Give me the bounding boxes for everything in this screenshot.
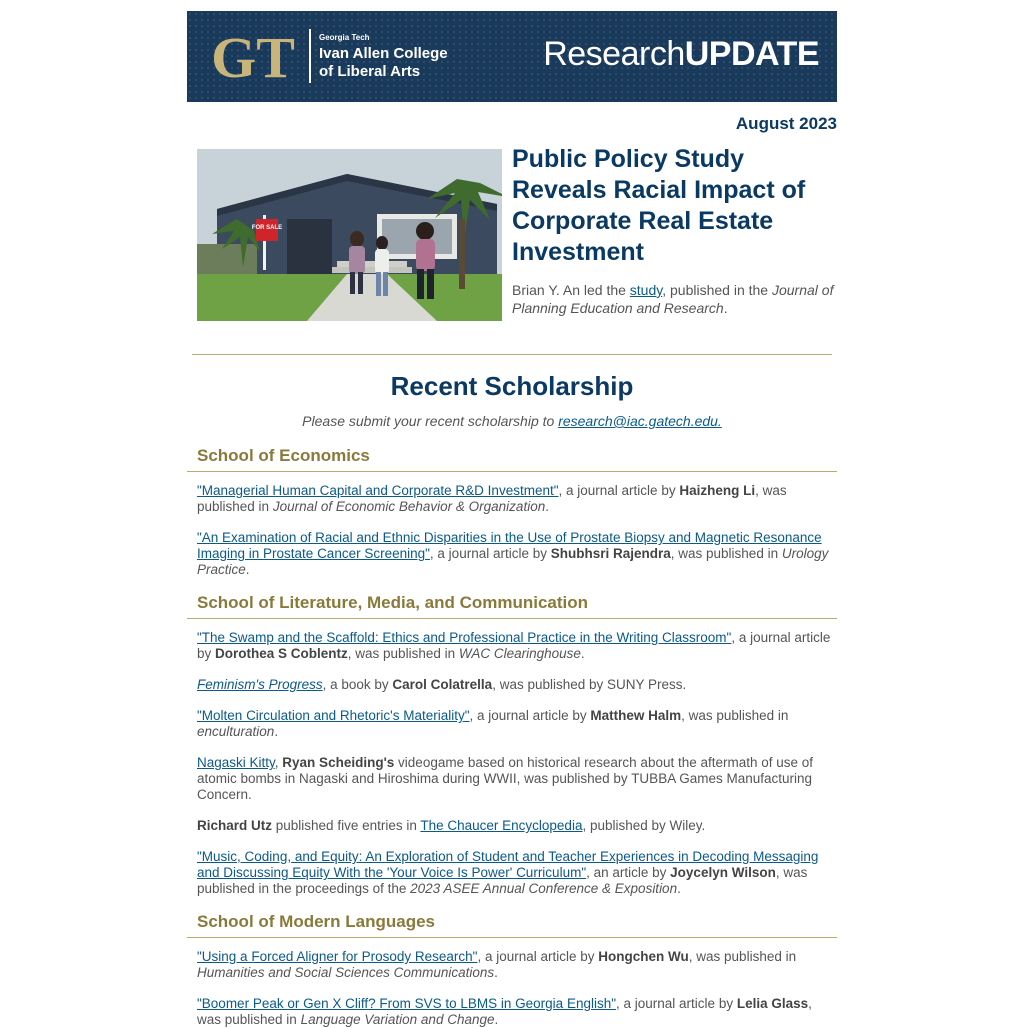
feature-photo[interactable] <box>197 149 502 321</box>
game-link[interactable]: Nagaski Kitty <box>197 755 275 770</box>
author-name: Matthew Halm <box>590 708 682 723</box>
svg-text:FOR SALE: FOR SALE <box>251 225 283 231</box>
recent-scholarship-title: Recent Scholarship <box>390 371 634 401</box>
newsletter <box>187 11 837 1028</box>
article-link[interactable]: "Music, Coding, and Equity: An Exploration of Student and Teacher Experiences in Decoding Messaging and Discussing Equity With the 'Your Voice Is Power' Curriculum" <box>197 849 819 880</box>
issue-date: August 2023 <box>735 114 837 133</box>
article-link[interactable]: "Managerial Human Capital and Corporate R&D Investment" <box>197 483 559 498</box>
venue-name: enculturation <box>197 724 275 739</box>
section-lmc-heading: School of Literature, Media, and Communication <box>187 591 837 619</box>
author-name: Shubhsri Rajendra <box>550 546 671 561</box>
newsletter-title: ResearchUPDATE <box>543 35 819 73</box>
venue-name: 2023 ASEE Annual Conference & Exposition <box>410 881 678 896</box>
header-banner <box>187 11 837 102</box>
venue-name: Language Variation and Change <box>300 1012 495 1027</box>
list-item: "Boomer Peak or Gen X Cliff? From SVS to LBMS in Georgia English", a journal article by Lelia Glass, was published in Language Variation and Change. <box>197 996 812 1027</box>
institution-name: Georgia Tech <box>319 33 370 42</box>
article-link[interactable]: "Boomer Peak or Gen X Cliff? From SVS to LBMS in Georgia English" <box>197 996 617 1011</box>
logo-divider <box>309 29 311 83</box>
author-name: Richard Utz <box>197 818 273 833</box>
venue-name: Humanities and Social Sciences Communications <box>197 965 495 980</box>
article-link[interactable]: "Using a Forced Aligner for Prosody Research" <box>197 949 478 964</box>
feature-description: Brian Y. An led the study, published in the Journal of Planning Education and Research. <box>512 282 834 316</box>
gt-logo <box>207 29 299 85</box>
list-item: Richard Utz published five entries in The Chaucer Encyclopedia, published by Wiley. <box>197 818 706 833</box>
article-link[interactable]: "Molten Circulation and Rhetoric's Materiality" <box>197 708 470 723</box>
submit-instructions: Please submit your recent scholarship to research@iac.gatech.edu. <box>302 413 722 429</box>
venue-name: Journal of Economic Behavior & Organization <box>272 499 546 514</box>
venue-name: WAC Clearinghouse <box>458 646 581 661</box>
author-name: Ryan Scheiding's <box>282 755 395 770</box>
research-email-link[interactable]: research@iac.gatech.edu. <box>558 413 722 429</box>
section-modern-languages-heading: School of Modern Languages <box>187 910 837 938</box>
article-link[interactable]: "The Swamp and the Scaffold: Ethics and Professional Practice in the Writing Classroom" <box>197 630 732 645</box>
author-name: Hongchen Wu <box>598 949 689 964</box>
list-item: Feminism's Progress, a book by Carol Colatrella, was published by SUNY Press. <box>197 677 687 692</box>
venue-name: Urology Practice <box>197 546 829 577</box>
author-name: Lelia Glass <box>736 996 809 1011</box>
section-divider <box>192 354 832 355</box>
house-photo-illustration <box>197 149 502 321</box>
encyclopedia-link[interactable]: The Chaucer Encyclopedia <box>420 818 583 833</box>
list-item: "An Examination of Racial and Ethnic Disparities in the Use of Prostate Biopsy and Magnetic Resonance Imaging in Prostate Cancer Screening", a journal article by Shubhsri Rajendra, was published in Urology Practice. <box>197 530 829 577</box>
college-name: Ivan Allen College of Liberal Arts <box>319 45 448 80</box>
author-name: Joycelyn Wilson <box>670 865 776 880</box>
feature-body <box>512 144 842 317</box>
book-link[interactable]: Feminism's Progress <box>197 677 323 692</box>
feature-story <box>187 140 837 340</box>
list-item: Nagaski Kitty, Ryan Scheiding's videogame based on historical research about the aftermath of use of atomic bombs in Nagaski and Hiroshima during WWII, was published by TUBBA Games Manufacturing Concern. <box>197 755 814 802</box>
list-item: "Managerial Human Capital and Corporate R&D Investment", a journal article by Haizheng Li, was published in Journal of Economic Behavior & Organization. <box>197 483 787 514</box>
svg-text:GT: GT <box>211 29 295 85</box>
author-name: Carol Colatrella <box>392 677 493 692</box>
list-item: "The Swamp and the Scaffold: Ethics and Professional Practice in the Writing Classroom", a journal article by Dorothea S Coblentz, was published in WAC Clearinghouse. <box>197 630 831 661</box>
section-economics-heading: School of Economics <box>187 444 837 472</box>
list-item: "Using a Forced Aligner for Prosody Research", a journal article by Hongchen Wu, was published in Humanities and Social Sciences Communications. <box>197 949 797 980</box>
author-name: Dorothea S Coblentz <box>215 646 348 661</box>
study-link[interactable]: study <box>629 282 663 298</box>
article-link[interactable]: "An Examination of Racial and Ethnic Disparities in the Use of Prostate Biopsy and Magnetic Resonance Imaging in Prostate Cancer Screening" <box>197 530 822 561</box>
feature-headline[interactable]: Public Policy Study Reveals Racial Impact of Corporate Real Estate Investment <box>512 145 806 266</box>
list-item: "Molten Circulation and Rhetoric's Materiality", a journal article by Matthew Halm, was published in enculturation. <box>197 708 789 739</box>
list-item: "Music, Coding, and Equity: An Exploration of Student and Teacher Experiences in Decoding Messaging and Discussing Equity With the 'Your Voice Is Power' Curriculum", an article by Joycelyn Wilson, was published in the proceedings of the 2023 ASEE Annual Conference & Exposition. <box>197 849 819 896</box>
author-name: Haizheng Li <box>679 483 756 498</box>
